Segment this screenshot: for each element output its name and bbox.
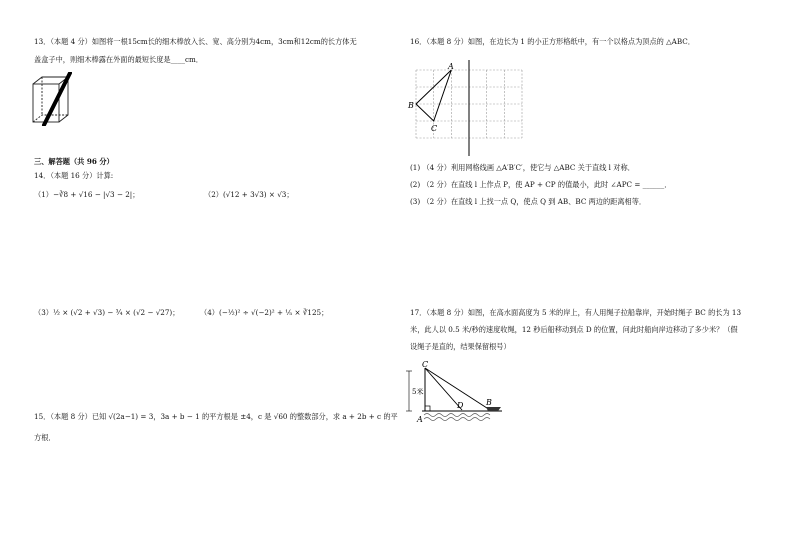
label-b: B [408,101,414,110]
label-height: 5米 [412,388,424,396]
q14-part3: （3）½ × (√2 + √3) − ¾ × (√2 − √27)； [34,308,180,317]
label-d: D [457,401,464,410]
q14-title: 14．（本题 16 分）计算: [34,171,114,180]
label-c: C [422,360,429,369]
wooden-stick [44,73,70,125]
q16-subquestion-3: (3) （2 分）在直线 l 上找一点 Q，使点 Q 到 AB、BC 两边的距离相等． [410,197,647,206]
q14-part4: （4）(−½)² ÷ √(−2)² + ⅕ × ∛125； [200,308,329,317]
q17-boat-figure [404,358,514,426]
q17-line2: 米，此人以 0.5 米/秒的速度收绳，12 秒后船移动到点 D 的位置，问此时船向岸边移动了多少米？（假 [410,325,738,334]
q16-subquestion-1: (1) （4 分）利用网格线画 △A′B′C′，使它与 △ABC 关于直线 l 对称． [410,163,635,172]
q17-line1: 17．（本题 8 分）如图，在高水面高度为 5 米的岸上，有人用绳子拉船靠岸，开始时绳子 BC 的长为 13 [410,308,742,317]
q16-subquestion-2: (2) （2 分）在直线 l 上作点 P，使 AP + CP 的值最小，此时 ∠APC = ______． [410,180,672,189]
label-c: C [431,124,438,133]
label-b: B [486,398,492,407]
water-waves [424,414,490,417]
q13-line2: 盖盒子中，则细木棒露在外面的最短长度是____cm． [34,55,203,64]
section-3-heading: 三、解答题（共 96 分） [34,157,114,166]
q16-grid-figure [406,60,526,158]
q15-line1: 15．（本题 8 分）已知 √(2a−1) = 3，3a + b − 1 的平方根是 ±4，c 是 √60 的整数部分，求 a + 2b + c 的平 [34,412,398,421]
q15-line2: 方根． [34,433,56,442]
right-angle-mark [425,406,430,411]
label-a: A [417,415,423,424]
boat [486,407,501,411]
q14-part2: （2）(√12 + 3√3) × √3； [204,190,294,199]
q16-title: 16．（本题 8 分）如图，在边长为 1 的小正方形格纸中，有一个以格点为顶点的 △ABC． [410,37,695,46]
q14-part1: （1）−∛8 + √16 − |√3 − 2|； [34,190,140,199]
q13-line1: 13．（本题 4 分）如图将一根15cm长的细木棒放入长、宽、高分别为4cm，3cm和12cm的长方体无 [34,37,357,46]
q17-line3: 设绳子是直的，结果保留根号） [410,342,511,351]
label-a: A [448,62,454,71]
q13-box-figure [30,72,72,126]
water-waves-lower [424,418,490,421]
